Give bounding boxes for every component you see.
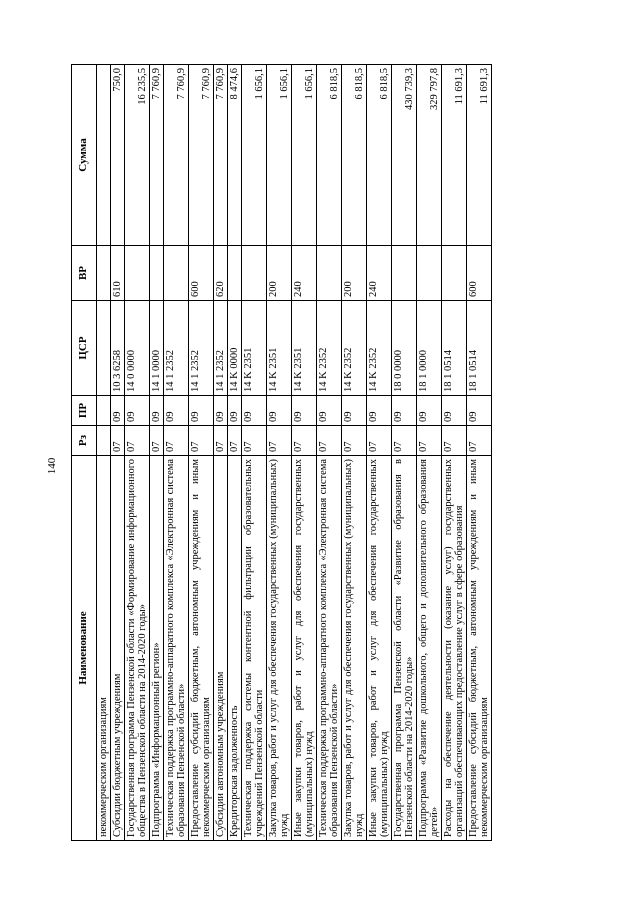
table-row <box>111 65 125 841</box>
cell-name: Подпрограмма «Информационный регион» <box>150 456 164 841</box>
cell-csr: 10 3 6258 <box>111 301 125 396</box>
table-row <box>267 65 292 841</box>
cell-vr <box>392 246 417 301</box>
cell-name: некоммерческим организациям <box>97 456 111 841</box>
cell-sum: 1 656,1 <box>267 65 292 246</box>
header-csr: ЦСР <box>72 301 97 396</box>
table-row <box>467 65 492 841</box>
cell-rz: 07 <box>214 426 228 456</box>
cell-vr <box>417 246 442 301</box>
cell-csr: 14 K 2352 <box>317 301 342 396</box>
header-rz: Рз <box>72 426 97 456</box>
cell-sum: 7 760,9 <box>214 65 228 246</box>
rotated-page-content <box>71 65 559 841</box>
cell-name: Иные закупки товаров, работ и услуг для обеспечения государственных (муниципальных) нужд <box>292 456 317 841</box>
table-header <box>72 65 97 841</box>
table-row <box>228 65 242 841</box>
cell-rz: 07 <box>164 426 189 456</box>
cell-vr <box>150 246 164 301</box>
cell-vr <box>97 246 111 301</box>
cell-csr: 14 K 2351 <box>242 301 267 396</box>
table-row <box>417 65 442 841</box>
cell-rz: 07 <box>392 426 417 456</box>
cell-name: Предоставление субсидий бюджетным, автономным учреждениям и иным некоммерческим организациям <box>467 456 492 841</box>
cell-pr: 09 <box>214 396 228 426</box>
table-row <box>242 65 267 841</box>
cell-pr: 09 <box>228 396 242 426</box>
cell-rz: 07 <box>150 426 164 456</box>
cell-csr: 14 0 0000 <box>125 301 150 396</box>
cell-sum: 1 656,1 <box>242 65 267 246</box>
table-row <box>292 65 317 841</box>
cell-vr: 610 <box>111 246 125 301</box>
cell-vr: 240 <box>367 246 392 301</box>
cell-vr: 600 <box>467 246 492 301</box>
cell-pr: 09 <box>164 396 189 426</box>
cell-sum: 430 739,3 <box>392 65 417 246</box>
cell-vr <box>242 246 267 301</box>
cell-rz: 07 <box>189 426 214 456</box>
cell-name: Подпрограмма «Развитие дошкольного, общего и дополнительного образования детей» <box>417 456 442 841</box>
cell-sum: 7 760,9 <box>164 65 189 246</box>
table-row <box>342 65 367 841</box>
cell-pr: 09 <box>467 396 492 426</box>
cell-name: Иные закупки товаров, работ и услуг для обеспечения государственных (муниципальных) нужд <box>367 456 392 841</box>
table-row <box>164 65 189 841</box>
cell-rz: 07 <box>267 426 292 456</box>
budget-table <box>71 64 492 841</box>
cell-name: Субсидии бюджетным учреждениям <box>111 456 125 841</box>
cell-name: Техническая поддержка системы контентной фильтрации образовательных учреждений Пензенской области <box>242 456 267 841</box>
header-row <box>72 65 97 841</box>
cell-sum: 16 235,5 <box>125 65 150 246</box>
table-row <box>189 65 214 841</box>
cell-name: Субсидии автономным учреждениям <box>214 456 228 841</box>
cell-name: Техническая поддержка программно-аппаратного комплекса «Электронная система образования Пензенской области» <box>164 456 189 841</box>
table-row <box>317 65 342 841</box>
cell-name: Техническая поддержка программно-аппаратного комплекса «Электронная система образования Пензенской области» <box>317 456 342 841</box>
cell-name: Расходы на обеспечение деятельности (оказание услуг) государственных организаций обеспечивающих предоставление услуг в сфере образования <box>442 456 467 841</box>
cell-sum: 8 474,6 <box>228 65 242 246</box>
cell-csr: 14 1 0000 <box>150 301 164 396</box>
cell-sum: 7 760,9 <box>189 65 214 246</box>
table-row <box>442 65 467 841</box>
cell-pr <box>97 396 111 426</box>
cell-pr: 09 <box>242 396 267 426</box>
cell-csr: 14 K 2352 <box>367 301 392 396</box>
cell-csr <box>97 301 111 396</box>
cell-csr: 18 1 0514 <box>442 301 467 396</box>
cell-csr: 18 1 0000 <box>417 301 442 396</box>
table-row <box>392 65 417 841</box>
cell-pr: 09 <box>392 396 417 426</box>
cell-pr: 09 <box>189 396 214 426</box>
cell-rz: 07 <box>342 426 367 456</box>
cell-pr: 09 <box>317 396 342 426</box>
cell-pr: 09 <box>417 396 442 426</box>
cell-vr <box>317 246 342 301</box>
cell-rz <box>97 426 111 456</box>
header-vr: ВР <box>72 246 97 301</box>
cell-rz: 07 <box>242 426 267 456</box>
cell-vr <box>442 246 467 301</box>
header-name: Наименование <box>72 456 97 841</box>
cell-sum: 11 691,3 <box>467 65 492 246</box>
cell-pr: 09 <box>342 396 367 426</box>
cell-rz: 07 <box>228 426 242 456</box>
cell-sum: 6 818,5 <box>342 65 367 246</box>
cell-pr: 09 <box>150 396 164 426</box>
cell-vr <box>228 246 242 301</box>
cell-pr: 09 <box>292 396 317 426</box>
table-row <box>97 65 111 841</box>
cell-sum: 7 760,9 <box>150 65 164 246</box>
table-row <box>367 65 392 841</box>
cell-csr: 14 K 2351 <box>267 301 292 396</box>
cell-vr: 600 <box>189 246 214 301</box>
cell-vr: 200 <box>342 246 367 301</box>
header-pr: ПР <box>72 396 97 426</box>
cell-rz: 07 <box>317 426 342 456</box>
cell-sum: 329 797,8 <box>417 65 442 246</box>
cell-name: Закупка товаров, работ и услуг для обеспечения государственных (муниципальных) нужд <box>342 456 367 841</box>
cell-rz: 07 <box>125 426 150 456</box>
cell-sum: 11 691,3 <box>442 65 467 246</box>
cell-csr: 14 K 2351 <box>292 301 317 396</box>
cell-vr: 200 <box>267 246 292 301</box>
cell-sum: 6 818,5 <box>317 65 342 246</box>
table-row <box>125 65 150 841</box>
cell-rz: 07 <box>467 426 492 456</box>
cell-pr: 09 <box>442 396 467 426</box>
cell-rz: 07 <box>367 426 392 456</box>
cell-vr: 240 <box>292 246 317 301</box>
cell-pr: 09 <box>111 396 125 426</box>
cell-vr: 620 <box>214 246 228 301</box>
cell-pr: 09 <box>125 396 150 426</box>
table-row <box>150 65 164 841</box>
cell-sum <box>97 65 111 246</box>
cell-csr: 14 1 2352 <box>164 301 189 396</box>
cell-vr <box>125 246 150 301</box>
header-sum: Сумма <box>72 65 97 246</box>
cell-csr: 14 1 2352 <box>214 301 228 396</box>
cell-vr <box>164 246 189 301</box>
cell-name: Кредиторская задолженность <box>228 456 242 841</box>
cell-rz: 07 <box>417 426 442 456</box>
cell-csr: 14 1 2352 <box>189 301 214 396</box>
table-body <box>97 65 492 841</box>
cell-sum: 750,0 <box>111 65 125 246</box>
table-row <box>214 65 228 841</box>
cell-name: Закупка товаров, работ и услуг для обеспечения государственных (муниципальных) нужд <box>267 456 292 841</box>
cell-csr: 18 1 0514 <box>467 301 492 396</box>
cell-rz: 07 <box>292 426 317 456</box>
cell-name: Государственная программа Пензенской области «Формирование информационного общества в Пензенской области на 2014-2020 годы» <box>125 456 150 841</box>
page-number: 140 <box>46 457 58 475</box>
cell-sum: 6 818,5 <box>367 65 392 246</box>
cell-csr: 18 0 0000 <box>392 301 417 396</box>
cell-csr: 14 K 0000 <box>228 301 242 396</box>
cell-rz: 07 <box>442 426 467 456</box>
cell-rz: 07 <box>111 426 125 456</box>
cell-pr: 09 <box>367 396 392 426</box>
cell-sum: 1 656,1 <box>292 65 317 246</box>
cell-name: Предоставление субсидий бюджетным, автономным учреждениям и иным некоммерческим организациям <box>189 456 214 841</box>
cell-csr: 14 K 2352 <box>342 301 367 396</box>
cell-pr: 09 <box>267 396 292 426</box>
cell-name: Государственная программа Пензенской области «Развитие образования в Пензенской области на 2014-2020 годы» <box>392 456 417 841</box>
